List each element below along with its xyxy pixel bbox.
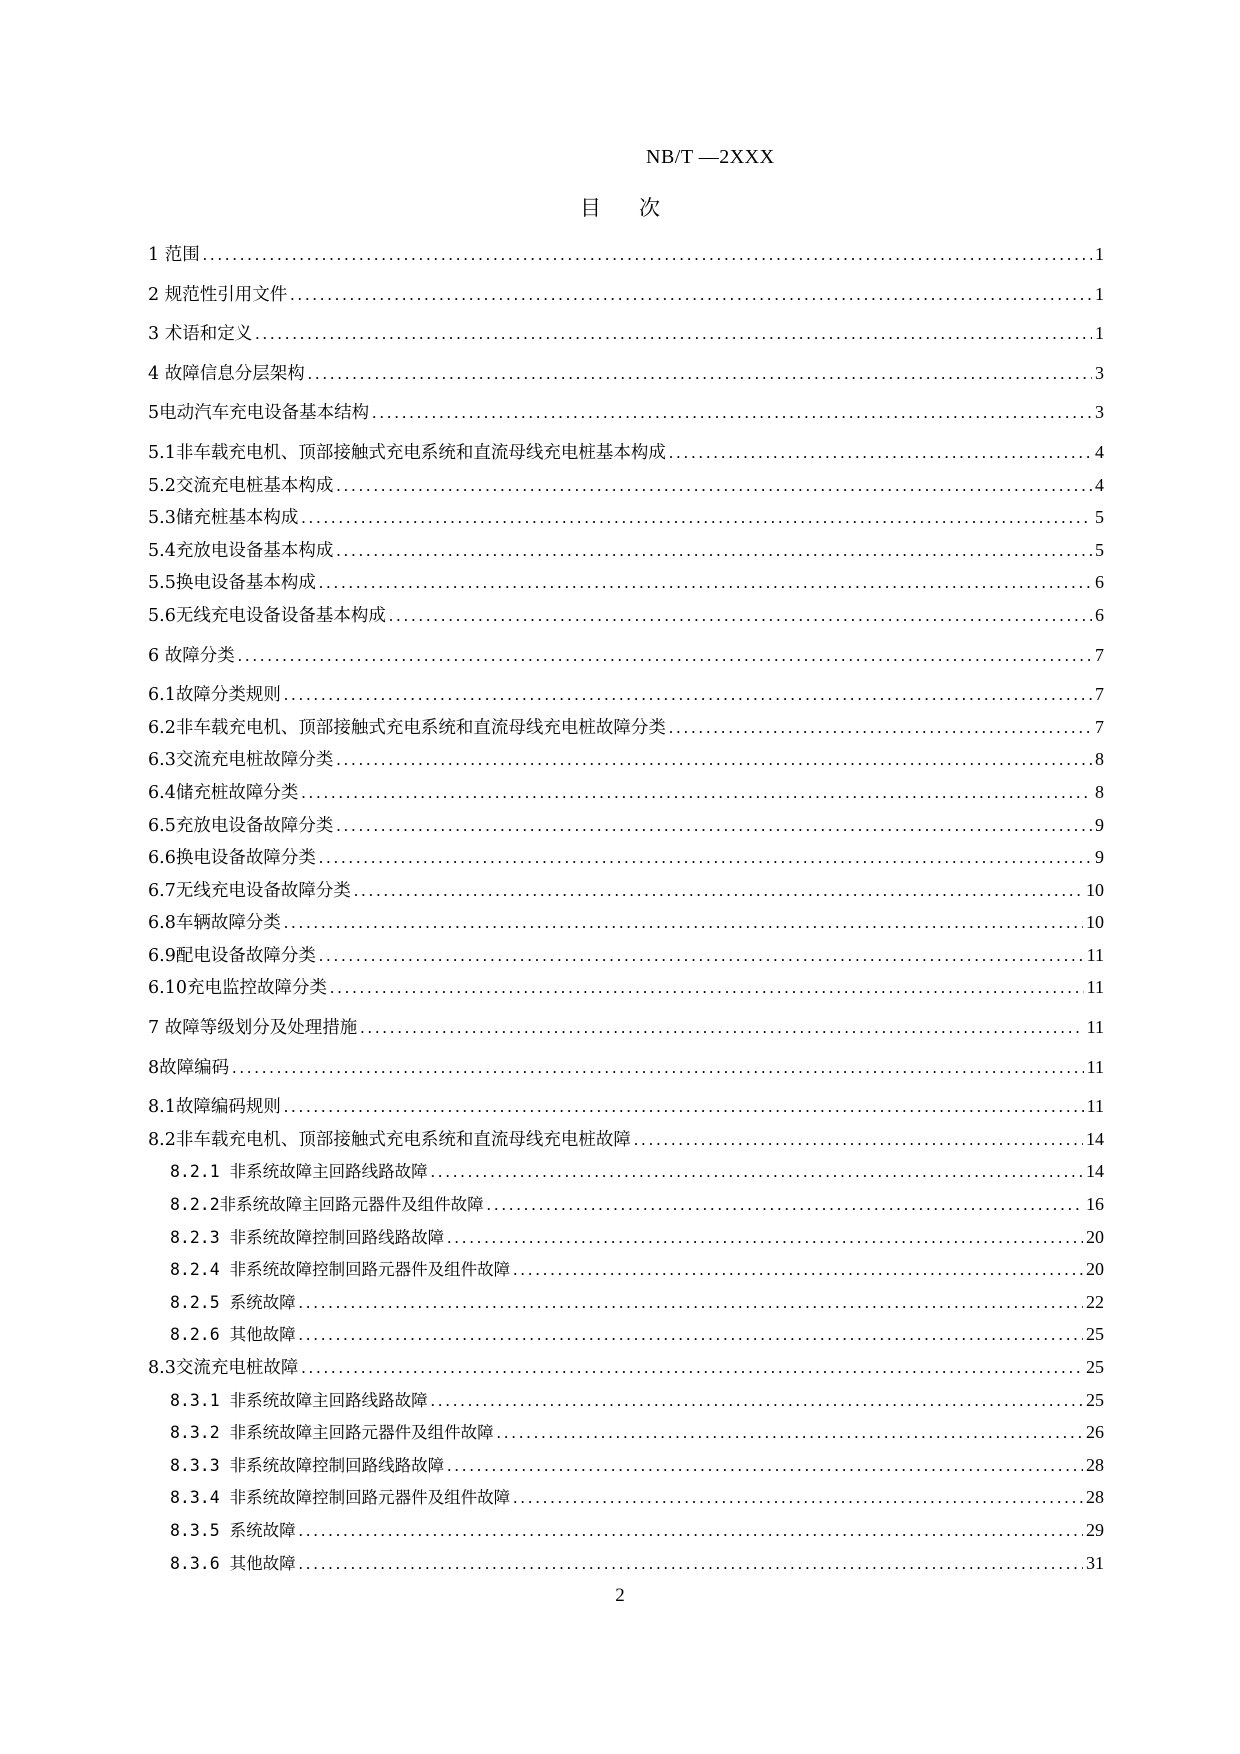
toc-entry-title xyxy=(148,1012,357,1045)
toc-entry[interactable] xyxy=(148,599,1104,632)
toc-dot-leader xyxy=(308,358,1092,391)
toc-entry-title xyxy=(148,777,298,810)
toc-entry-label: 故障等级划分及处理措施 xyxy=(164,1018,358,1039)
toc-entry[interactable] xyxy=(148,566,1104,599)
toc-dot-leader xyxy=(284,907,1083,940)
toc-entry-page: 14 xyxy=(1086,1128,1104,1149)
toc-dot-leader xyxy=(238,640,1092,673)
toc-entry[interactable] xyxy=(148,1090,1104,1123)
toc-entry-title xyxy=(170,1450,444,1483)
toc-entry-number: 5.2 xyxy=(148,475,176,496)
toc-entry-title xyxy=(148,535,333,568)
toc-entry-page: 1 xyxy=(1095,283,1104,304)
toc-entry-title xyxy=(148,502,298,535)
toc-entry-page: 25 xyxy=(1086,1324,1104,1345)
toc-entry[interactable] xyxy=(148,711,1104,744)
table-of-contents xyxy=(148,238,1104,1579)
toc-entry-page: 5 xyxy=(1095,507,1104,528)
toc-entry-title xyxy=(148,712,666,745)
toc-entry-label: 非系统故障控制回路元器件及组件故障 xyxy=(229,1260,511,1280)
toc-entry-title xyxy=(148,567,316,600)
toc-entry[interactable] xyxy=(148,1123,1104,1156)
toc-entry-title xyxy=(148,1352,298,1385)
toc-entry-label: 非车载充电机、顶部接触式充电系统和直流母线充电桩故障 xyxy=(175,1129,631,1150)
toc-entry-title xyxy=(148,842,316,875)
toc-entry-page: 8 xyxy=(1095,749,1104,770)
toc-entry-number: 7 xyxy=(148,1018,165,1039)
toc-entry-page: 4 xyxy=(1095,441,1104,462)
toc-entry-label: 交流充电桩故障 xyxy=(175,1358,299,1378)
toc-entry-number: 6.2 xyxy=(148,717,176,738)
toc-entry[interactable] xyxy=(148,639,1104,672)
toc-entry-number: 6.7 xyxy=(148,880,176,901)
toc-entry-page: 11 xyxy=(1086,1056,1104,1077)
toc-entry-label: 充放电设备基本构成 xyxy=(175,540,334,561)
toc-entry-label: 故障编码规则 xyxy=(175,1097,281,1118)
toc-entry-number: 8.3.1 xyxy=(170,1390,230,1410)
toc-entry-title xyxy=(148,437,666,470)
toc-entry-label: 非系统故障控制回路元器件及组件故障 xyxy=(229,1488,511,1508)
toc-entry[interactable] xyxy=(148,1416,1104,1449)
toc-entry-label: 非系统故障主回路线路故障 xyxy=(229,1390,428,1410)
toc-entry[interactable] xyxy=(148,357,1104,390)
toc-entry-number: 8 xyxy=(148,1057,160,1078)
toc-entry-number: 8.3.6 xyxy=(170,1553,230,1573)
toc-dot-leader xyxy=(299,1548,1083,1581)
toc-entry[interactable] xyxy=(148,436,1104,469)
toc-entry[interactable] xyxy=(148,238,1104,271)
toc-entry-page: 29 xyxy=(1086,1519,1104,1540)
toc-entry-title xyxy=(170,1222,444,1255)
toc-entry-number: 6 xyxy=(148,645,165,666)
toc-entry-title xyxy=(148,1052,229,1085)
toc-title: 目次 xyxy=(580,196,698,220)
toc-entry-title xyxy=(148,810,333,843)
toc-dot-leader xyxy=(447,1450,1083,1483)
toc-entry[interactable] xyxy=(148,396,1104,429)
toc-dot-leader xyxy=(360,1012,1083,1045)
toc-entry-page: 9 xyxy=(1095,847,1104,868)
toc-dot-leader xyxy=(513,1482,1083,1515)
toc-entry-label: 车辆故障分类 xyxy=(175,913,281,934)
toc-entry-title xyxy=(148,875,351,908)
toc-entry-title xyxy=(148,358,305,391)
toc-entry-page: 9 xyxy=(1095,814,1104,835)
toc-entry[interactable] xyxy=(148,1286,1104,1319)
toc-entry-page: 11 xyxy=(1086,1017,1104,1038)
toc-dot-leader xyxy=(336,810,1092,843)
toc-entry-page: 22 xyxy=(1086,1291,1104,1312)
toc-entry-title xyxy=(170,1548,296,1581)
toc-entry-label: 系统故障 xyxy=(229,1520,296,1540)
toc-entry-page: 10 xyxy=(1086,912,1104,933)
toc-entry-label: 故障编码 xyxy=(159,1057,230,1078)
toc-entry-title xyxy=(170,1385,428,1418)
toc-dot-leader xyxy=(299,1287,1083,1320)
toc-entry-title xyxy=(148,640,235,673)
toc-entry-page: 1 xyxy=(1095,323,1104,344)
toc-entry-label: 充放电设备故障分类 xyxy=(175,815,334,836)
toc-entry[interactable] xyxy=(148,1155,1104,1188)
toc-entry[interactable] xyxy=(148,1253,1104,1286)
toc-dot-leader xyxy=(284,1091,1084,1124)
toc-entry-number: 5.6 xyxy=(148,605,176,626)
toc-entry[interactable] xyxy=(148,1547,1104,1580)
toc-entry-page: 16 xyxy=(1086,1194,1104,1215)
toc-entry-label: 故障分类规则 xyxy=(175,685,281,706)
toc-entry-page: 11 xyxy=(1086,1096,1104,1117)
toc-entry[interactable] xyxy=(148,1318,1104,1351)
toc-dot-leader xyxy=(290,279,1092,312)
toc-entry-title xyxy=(148,239,200,272)
toc-entry-number: 8.2.1 xyxy=(170,1162,230,1182)
toc-entry-title xyxy=(148,744,333,777)
toc-entry[interactable] xyxy=(148,906,1104,939)
toc-entry[interactable] xyxy=(148,939,1104,972)
toc-dot-leader xyxy=(431,1156,1083,1189)
toc-entry-page: 11 xyxy=(1086,977,1104,998)
toc-entry-number: 1 xyxy=(148,245,165,265)
toc-dot-leader xyxy=(497,1417,1083,1450)
toc-entry-page: 20 xyxy=(1086,1226,1104,1247)
toc-dot-leader xyxy=(203,239,1092,272)
toc-entry-title xyxy=(170,1156,428,1189)
toc-entry-number: 3 xyxy=(148,324,165,345)
toc-entry-number: 8.3.4 xyxy=(170,1488,230,1508)
toc-entry[interactable] xyxy=(148,776,1104,809)
toc-dot-leader xyxy=(669,712,1092,745)
toc-entry[interactable] xyxy=(148,809,1104,842)
toc-entry-page: 5 xyxy=(1095,539,1104,560)
toc-dot-leader xyxy=(431,1385,1083,1418)
toc-entry-title xyxy=(148,318,252,351)
toc-entry-page: 20 xyxy=(1086,1259,1104,1280)
toc-entry-title xyxy=(148,940,316,973)
toc-entry-page: 3 xyxy=(1095,362,1104,383)
toc-dot-leader xyxy=(336,535,1092,568)
toc-entry-number: 8.3.5 xyxy=(170,1520,230,1540)
toc-dot-leader xyxy=(299,1515,1083,1548)
toc-entry-number: 8.2.6 xyxy=(170,1325,230,1345)
toc-entry-number: 6.5 xyxy=(148,815,176,836)
toc-entry-page: 7 xyxy=(1095,716,1104,737)
toc-entry[interactable] xyxy=(148,841,1104,874)
toc-dot-leader xyxy=(336,470,1092,503)
toc-dot-leader xyxy=(319,940,1084,973)
toc-entry-title xyxy=(148,972,327,1005)
toc-entry-title xyxy=(170,1417,494,1450)
toc-entry-label: 无线充电设备故障分类 xyxy=(175,880,351,901)
toc-entry[interactable] xyxy=(148,501,1104,534)
toc-entry[interactable] xyxy=(148,278,1104,311)
toc-dot-leader xyxy=(389,600,1092,633)
toc-entry-title xyxy=(170,1319,296,1352)
toc-entry-title xyxy=(148,1091,281,1124)
toc-entry-number: 6.10 xyxy=(148,978,187,999)
toc-entry-page: 1 xyxy=(1095,244,1104,264)
toc-entry-number: 6.4 xyxy=(148,782,176,803)
toc-entry-title xyxy=(148,397,369,430)
toc-entry-label: 非车载充电机、顶部接触式充电系统和直流母线充电桩基本构成 xyxy=(175,442,666,463)
toc-entry-page: 25 xyxy=(1086,1389,1104,1410)
toc-entry-title xyxy=(148,1124,631,1157)
toc-entry-title xyxy=(148,907,281,940)
toc-entry-label: 非系统故障主回路线路故障 xyxy=(229,1162,428,1182)
toc-entry[interactable] xyxy=(148,1514,1104,1547)
toc-entry-number: 5.5 xyxy=(148,573,176,594)
toc-entry[interactable] xyxy=(148,1051,1104,1084)
toc-entry-number: 6.6 xyxy=(148,848,176,869)
toc-entry-number: 8.3.3 xyxy=(170,1455,230,1475)
toc-entry-page: 31 xyxy=(1086,1552,1104,1573)
toc-entry-title xyxy=(170,1515,296,1548)
toc-dot-leader xyxy=(447,1222,1083,1255)
toc-entry[interactable] xyxy=(148,1449,1104,1482)
toc-entry[interactable] xyxy=(148,1481,1104,1514)
toc-dot-leader xyxy=(255,318,1092,351)
toc-entry-number: 8.2 xyxy=(148,1129,176,1150)
toc-entry-page: 25 xyxy=(1086,1357,1104,1377)
toc-dot-leader xyxy=(336,744,1092,777)
toc-entry-title xyxy=(170,1482,510,1515)
toc-entry[interactable] xyxy=(148,971,1104,1004)
toc-entry-label: 储充桩故障分类 xyxy=(175,782,299,803)
toc-entry-page: 6 xyxy=(1095,572,1104,593)
toc-dot-leader xyxy=(284,679,1092,712)
toc-entry-page: 7 xyxy=(1095,684,1104,705)
toc-entry-page: 28 xyxy=(1086,1487,1104,1508)
toc-dot-leader xyxy=(330,972,1084,1005)
toc-entry-number: 5.3 xyxy=(148,508,176,529)
toc-dot-leader xyxy=(487,1189,1083,1222)
toc-entry-page: 11 xyxy=(1086,944,1104,965)
toc-dot-leader xyxy=(513,1254,1083,1287)
toc-dot-leader xyxy=(299,1319,1083,1352)
toc-entry-label: 规范性引用文件 xyxy=(164,284,288,305)
toc-entry[interactable] xyxy=(148,1011,1104,1044)
toc-entry-number: 6.3 xyxy=(148,750,176,771)
toc-entry-number: 2 xyxy=(148,284,165,305)
toc-entry-label: 非系统故障控制回路线路故障 xyxy=(229,1455,445,1475)
toc-entry-number: 4 xyxy=(148,363,165,384)
toc-dot-leader xyxy=(301,1352,1083,1385)
toc-entry-page: 6 xyxy=(1095,604,1104,625)
toc-dot-leader xyxy=(232,1052,1084,1085)
toc-entry[interactable] xyxy=(148,317,1104,350)
toc-entry[interactable] xyxy=(148,1384,1104,1417)
toc-dot-leader xyxy=(354,875,1083,908)
toc-entry-label: 储充桩基本构成 xyxy=(175,508,299,529)
toc-entry-page: 3 xyxy=(1095,402,1104,423)
toc-dot-leader xyxy=(319,842,1092,875)
toc-entry[interactable] xyxy=(148,1351,1104,1384)
toc-dot-leader xyxy=(634,1124,1083,1157)
toc-entry-title xyxy=(148,600,386,633)
toc-dot-leader xyxy=(372,397,1092,430)
page-number: 2 xyxy=(615,1585,625,1606)
toc-entry-number: 8.2.2 xyxy=(170,1195,220,1215)
toc-dot-leader xyxy=(319,567,1092,600)
toc-entry-page: 8 xyxy=(1095,781,1104,802)
toc-entry-label: 配电设备故障分类 xyxy=(175,945,316,966)
toc-entry-page: 14 xyxy=(1086,1161,1104,1182)
toc-entry-label: 换电设备基本构成 xyxy=(175,573,316,594)
toc-entry-page: 28 xyxy=(1086,1454,1104,1475)
toc-entry-label: 非车载充电机、顶部接触式充电系统和直流母线充电桩故障分类 xyxy=(175,717,666,738)
toc-entry[interactable] xyxy=(148,469,1104,502)
toc-entry-title xyxy=(148,679,281,712)
toc-entry-number: 5 xyxy=(148,403,160,424)
toc-entry-label: 故障信息分层架构 xyxy=(164,363,305,384)
toc-entry-label: 系统故障 xyxy=(229,1292,296,1312)
toc-entry[interactable] xyxy=(148,743,1104,776)
toc-entry-label: 无线充电设备设备基本构成 xyxy=(175,605,386,626)
toc-entry-title xyxy=(148,470,333,503)
toc-entry-number: 6.9 xyxy=(148,945,176,966)
toc-entry-number: 8.3.2 xyxy=(170,1423,230,1443)
toc-entry-label: 范围 xyxy=(164,245,200,265)
toc-entry-page: 7 xyxy=(1095,644,1104,665)
toc-entry-label: 非系统故障主回路元器件及组件故障 xyxy=(229,1423,494,1443)
toc-entry[interactable] xyxy=(148,1221,1104,1254)
toc-entry-label: 电动汽车充电设备基本结构 xyxy=(159,403,370,424)
toc-entry-number: 8.3 xyxy=(148,1358,176,1378)
toc-entry-label: 非系统故障控制回路线路故障 xyxy=(229,1227,445,1247)
toc-dot-leader xyxy=(301,502,1092,535)
toc-entry-number: 8.2.4 xyxy=(170,1260,230,1280)
toc-entry-label: 交流充电桩故障分类 xyxy=(175,750,334,771)
toc-entry[interactable] xyxy=(148,678,1104,711)
toc-entry[interactable] xyxy=(148,1188,1104,1221)
standard-code: NB/T —2XXX xyxy=(646,146,775,168)
toc-entry-label: 充电监控故障分类 xyxy=(186,978,327,999)
toc-entry-number: 6.8 xyxy=(148,913,176,934)
toc-dot-leader xyxy=(301,777,1092,810)
toc-entry-page: 26 xyxy=(1086,1422,1104,1443)
toc-entry-title xyxy=(148,279,287,312)
toc-dot-leader xyxy=(669,437,1092,470)
toc-entry-title xyxy=(170,1189,484,1222)
toc-entry-number: 5.1 xyxy=(148,442,176,463)
toc-entry[interactable] xyxy=(148,534,1104,567)
toc-entry-number: 8.1 xyxy=(148,1097,176,1118)
toc-entry-label: 术语和定义 xyxy=(164,324,253,345)
toc-entry-page: 4 xyxy=(1095,474,1104,495)
toc-entry-title xyxy=(170,1254,510,1287)
toc-entry-number: 8.2.3 xyxy=(170,1227,230,1247)
toc-entry-label: 换电设备故障分类 xyxy=(175,848,316,869)
toc-entry-label: 其他故障 xyxy=(229,1553,296,1573)
toc-entry-label: 非系统故障主回路元器件及组件故障 xyxy=(219,1195,484,1215)
toc-entry-label: 其他故障 xyxy=(229,1325,296,1345)
toc-entry-label: 交流充电桩基本构成 xyxy=(175,475,334,496)
toc-entry-page: 10 xyxy=(1086,879,1104,900)
toc-entry-label: 故障分类 xyxy=(164,645,235,666)
toc-entry-number: 5.4 xyxy=(148,540,176,561)
toc-entry[interactable] xyxy=(148,874,1104,907)
toc-entry-number: 8.2.5 xyxy=(170,1292,230,1312)
toc-entry-title xyxy=(170,1287,296,1320)
toc-entry-number: 6.1 xyxy=(148,685,176,706)
